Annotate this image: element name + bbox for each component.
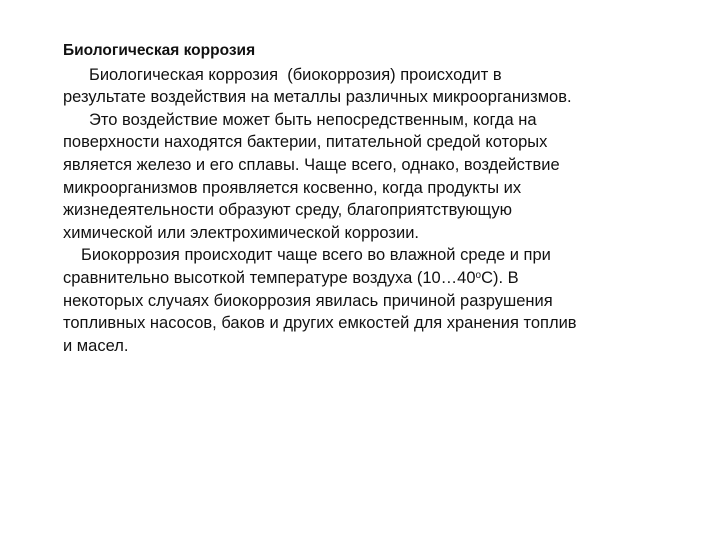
- text-line: жизнедеятельности образуют среду, благоприятствующую: [63, 201, 513, 220]
- text-line: химической или электрохимической коррозии.: [63, 223, 420, 242]
- paragraph-3: [63, 244, 663, 357]
- text-line: является железо и его сплавы. Чаще всего, однако, воздействие: [63, 155, 560, 174]
- text-line: микроорганизмов проявляется косвенно, когда продукты их: [63, 178, 522, 197]
- text-line-temperature: [63, 267, 663, 290]
- text-line: некоторых случаях биокоррозия явилась причиной разрушения: [63, 291, 553, 310]
- text-line: и масел.: [63, 336, 129, 355]
- text-line: поверхности находятся бактерии, питательной средой которых: [63, 133, 548, 152]
- temp-text-after: С). В: [481, 268, 519, 287]
- text-line: Это воздействие может быть непосредственным, когда на: [89, 110, 537, 129]
- paragraph-1: [63, 64, 663, 109]
- page-title: Биологическая коррозия: [63, 42, 256, 59]
- degree-superscript: о: [475, 269, 482, 281]
- text-block: [63, 40, 663, 357]
- temp-text-before: сравнительно высоткой температуре воздуха (10…40: [63, 268, 476, 287]
- paragraph-2: [63, 109, 663, 245]
- text-line: Биологическая коррозия (биокоррозия) происходит в: [89, 65, 502, 84]
- text-line: результате воздействия на металлы различных микроорганизмов.: [63, 88, 572, 107]
- text-line: топливных насосов, баков и других емкостей для хранения топлив: [63, 314, 577, 333]
- text-line: Биокоррозия происходит чаще всего во влажной среде и при: [81, 246, 551, 265]
